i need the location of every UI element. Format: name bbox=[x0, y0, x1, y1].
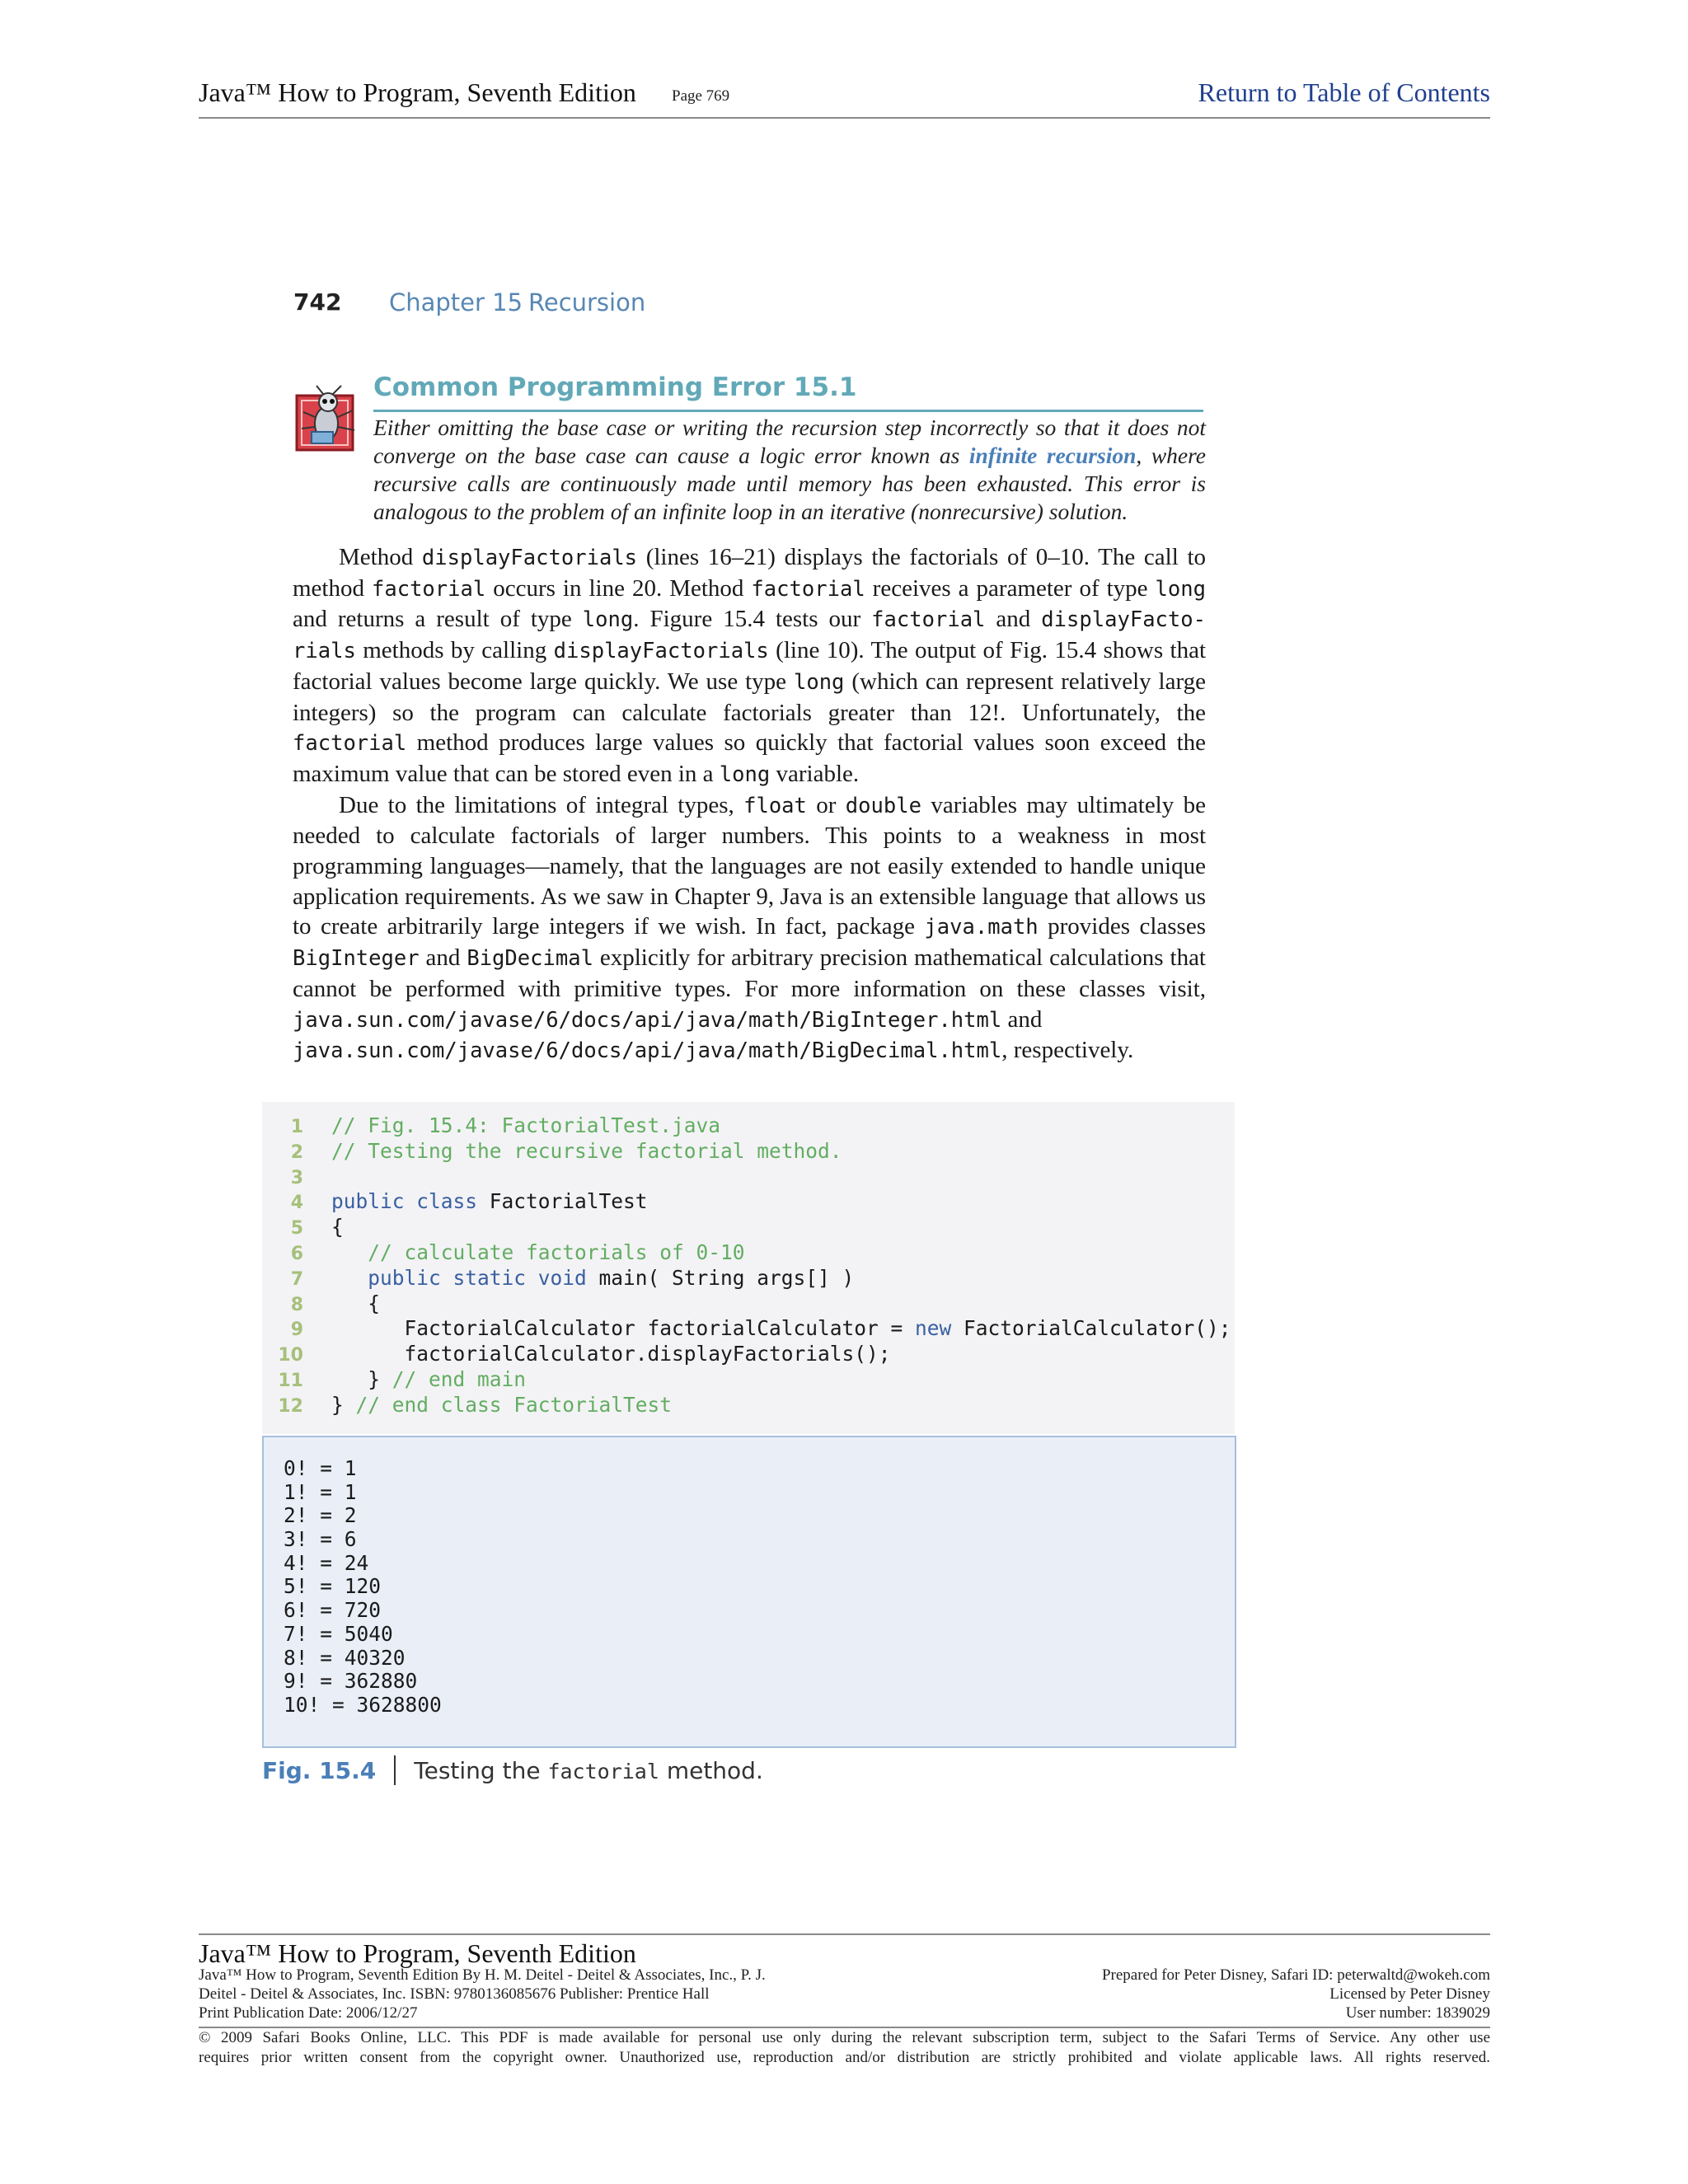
inline-code: float bbox=[743, 793, 807, 818]
code-comment: // calculate factorials of 0-10 bbox=[368, 1240, 745, 1264]
output-line: 9! = 362880 bbox=[284, 1669, 418, 1694]
figure-caption bbox=[262, 1755, 763, 1785]
code-keyword: public class bbox=[331, 1189, 478, 1214]
inline-code: factorial bbox=[871, 607, 986, 633]
error-box-rule bbox=[373, 410, 1203, 412]
error-text-end: , where recursive calls are continuously made until memory has been exhausted. This error is analogous to the problem of an infinite loop in an iterative (nonrecursive) solution. bbox=[373, 443, 1206, 524]
output-line: 4! = 24 bbox=[284, 1550, 369, 1575]
line-number: 11 bbox=[278, 1370, 303, 1391]
output-line: 1! = 1 bbox=[284, 1479, 357, 1504]
code-text: factorialCalculator.displayFactorials(); bbox=[331, 1342, 891, 1366]
footer-user-number: User number: 1839029 bbox=[1345, 2004, 1490, 2022]
footer-licensed-by: Licensed by Peter Disney bbox=[1329, 1985, 1490, 2003]
output-lines bbox=[284, 1457, 442, 1718]
page-label: Page 769 bbox=[672, 87, 730, 105]
inline-code: displayFactorials bbox=[553, 639, 769, 664]
code-line bbox=[262, 1139, 1231, 1165]
code-lines bbox=[262, 1113, 1231, 1418]
code-line bbox=[262, 1316, 1231, 1342]
book-title: Java™ How to Program, Seventh Edition bbox=[199, 77, 636, 107]
text-run: methods by calling bbox=[355, 637, 554, 664]
text-run: (line 10). The output of Fig. 15.4 shows that factorial values become large quickly. We use type bbox=[293, 637, 1206, 695]
output-line: 6! = 720 bbox=[284, 1598, 382, 1623]
error-text-start: Either omitting the base case or writing the recursion step incorrectly so that it does not converge on the base case can cause a logic error known as bbox=[373, 415, 1206, 468]
error-term: infinite recursion bbox=[968, 443, 1137, 468]
code-line bbox=[262, 1291, 1231, 1317]
code-line bbox=[262, 1393, 1231, 1418]
chapter-title: Recursion bbox=[528, 288, 646, 316]
text-run: . Figure 15.4 tests our bbox=[633, 606, 872, 633]
output-line: 0! = 1 bbox=[284, 1456, 357, 1480]
code-line bbox=[262, 1113, 1231, 1139]
line-number: 5 bbox=[290, 1218, 303, 1240]
caption-code: factorial bbox=[547, 1760, 659, 1783]
paragraph bbox=[293, 542, 1206, 790]
text-run: method produces large values so quickly that factorial values soon exceed the maximum value that can be stored even in a bbox=[293, 729, 1206, 787]
inline-code: factorial bbox=[371, 576, 486, 602]
code-comment: // end main bbox=[392, 1366, 527, 1391]
inline-code: java.math bbox=[924, 915, 1039, 940]
line-number: 12 bbox=[278, 1395, 303, 1417]
output-line: 2! = 2 bbox=[284, 1503, 357, 1528]
line-number: 4 bbox=[290, 1193, 303, 1214]
footer-book-info: Java™ How to Program, Seventh Edition By H. M. Deitel - Deitel & Associates, Inc., P. J. bbox=[199, 1966, 766, 1984]
output-line: 3! = 6 bbox=[284, 1527, 357, 1552]
text-run: provides classes bbox=[1038, 913, 1206, 940]
code-keyword: new bbox=[915, 1316, 952, 1341]
code-text: } bbox=[331, 1392, 356, 1417]
code-line bbox=[262, 1266, 1231, 1291]
paragraph bbox=[293, 790, 1206, 1036]
paragraph-continuation bbox=[293, 1035, 1206, 1066]
inline-code: BigDecimal bbox=[467, 946, 593, 972]
inline-code: displayFacto-rials bbox=[293, 607, 1206, 664]
text-run: or bbox=[806, 791, 846, 818]
inline-code: factorial bbox=[293, 731, 407, 757]
figure-label: Fig. 15.4 bbox=[262, 1757, 377, 1784]
text-run: and bbox=[1001, 1005, 1043, 1033]
body-text bbox=[293, 542, 1206, 1066]
code-keyword: public static void bbox=[368, 1265, 587, 1290]
code-text: { bbox=[331, 1215, 344, 1240]
table-of-contents-link[interactable]: Return to Table of Contents bbox=[1198, 77, 1490, 107]
text-run: , respectively. bbox=[1001, 1037, 1134, 1064]
footer-publication-date: Print Publication Date: 2006/12/27 bbox=[199, 2004, 418, 2022]
line-number: 3 bbox=[290, 1167, 303, 1188]
line-number: 8 bbox=[290, 1294, 303, 1315]
inline-code: long bbox=[582, 607, 634, 633]
text-run: Due to the limitations of integral types, bbox=[339, 791, 744, 818]
line-number: 9 bbox=[290, 1319, 303, 1341]
line-number: 2 bbox=[290, 1141, 303, 1163]
output-line: 8! = 40320 bbox=[284, 1645, 406, 1670]
footer-title: Java™ How to Program, Seventh Edition bbox=[199, 1938, 636, 1968]
caption-text: Testing the bbox=[414, 1757, 548, 1784]
line-number: 6 bbox=[290, 1243, 303, 1264]
inline-code: long bbox=[793, 669, 845, 695]
bug-icon bbox=[295, 384, 364, 453]
text-run: and returns a result of type bbox=[293, 606, 583, 633]
code-comment: // Testing the recursive factorial method. bbox=[331, 1138, 842, 1163]
footer-copyright bbox=[199, 2028, 1490, 2068]
inline-code: displayFactorials bbox=[421, 546, 638, 570]
line-number: 7 bbox=[290, 1268, 303, 1290]
copyright-line: © 2009 Safari Books Online, LLC. This PDF is made available for personal use only during the relevant subscription term, subject to the Safari Terms of Service. Any other use bbox=[199, 2029, 1490, 2046]
code-line bbox=[262, 1215, 1231, 1240]
caption-text-end: method. bbox=[659, 1757, 763, 1784]
footer-prepared-for: Prepared for Peter Disney, Safari ID: peterwaltd@wokeh.com bbox=[1101, 1966, 1490, 1984]
error-box-title: Common Programming Error 15.1 bbox=[373, 373, 857, 402]
output-line: 5! = 120 bbox=[284, 1574, 382, 1599]
code-line bbox=[262, 1189, 1231, 1215]
code-comment: // end class FactorialTest bbox=[355, 1392, 673, 1417]
code-text: } bbox=[331, 1366, 392, 1391]
chapter-label: Chapter 15 bbox=[389, 288, 523, 316]
text-run: receives a parameter of type bbox=[865, 574, 1156, 602]
code-text: FactorialTest bbox=[477, 1189, 648, 1214]
text-run: variable. bbox=[770, 760, 860, 787]
caption-separator bbox=[394, 1755, 396, 1785]
code-text bbox=[331, 1240, 368, 1264]
text-run: and bbox=[985, 606, 1042, 633]
text-run: explicitly for arbitrary precision mathematical calculations that cannot be performed with primitive types. For more information on these classes visit, bbox=[293, 944, 1206, 1002]
output-line: 10! = 3628800 bbox=[284, 1692, 442, 1717]
text-run: variables may ultimately be needed to calculate factorials of larger numbers. This points to a weakness in most programming languages—namely, that the languages are not easily extended to handle unique application requirements. As we saw in Chapter 9, Java is an extensible language that allows us to create arbitrarily large integers if we wish. In fact, package bbox=[293, 791, 1206, 940]
line-number: 1 bbox=[290, 1117, 303, 1137]
page-footer bbox=[199, 1933, 1490, 2066]
code-text: { bbox=[331, 1291, 381, 1315]
code-text: main( String args[] ) bbox=[586, 1265, 855, 1290]
page-header bbox=[199, 77, 1490, 119]
inline-code: long bbox=[719, 762, 771, 787]
inline-code: double bbox=[845, 793, 921, 818]
output-line: 7! = 5040 bbox=[284, 1621, 393, 1646]
text-run: occurs in line 20. Method bbox=[485, 574, 752, 602]
code-line bbox=[262, 1367, 1231, 1393]
inline-code: java.sun.com/javase/6/docs/api/java/math/BigDecimal.html bbox=[293, 1038, 1002, 1064]
code-line bbox=[262, 1342, 1231, 1367]
code-comment: // Fig. 15.4: FactorialTest.java bbox=[331, 1113, 721, 1137]
text-run: and bbox=[419, 944, 467, 972]
code-text: FactorialCalculator factorialCalculator = bbox=[331, 1316, 916, 1341]
code-listing bbox=[262, 1102, 1235, 1434]
inline-code: long bbox=[1155, 576, 1206, 602]
code-line bbox=[262, 1240, 1231, 1266]
line-number: 10 bbox=[278, 1345, 303, 1366]
inline-code: factorial bbox=[751, 576, 865, 602]
error-box-text bbox=[373, 414, 1206, 526]
code-text: FactorialCalculator(); bbox=[951, 1316, 1231, 1341]
inline-code: java.sun.com/javase/6/docs/api/java/math/BigInteger.html bbox=[293, 1007, 1002, 1033]
text-run: Method bbox=[339, 544, 422, 570]
code-text bbox=[331, 1266, 368, 1290]
page-number: 742 bbox=[293, 288, 342, 316]
copyright-line: requires prior written consent from the copyright owner. Unauthorized use, reproduction and/or distribution are strictly prohibited and violate applicable laws. All rights reserved. bbox=[199, 2049, 1490, 2066]
program-output bbox=[262, 1436, 1236, 1748]
code-line bbox=[262, 1165, 1231, 1190]
inline-code: BigInteger bbox=[293, 946, 420, 972]
text-run: (which can represent relatively large integers) so the program can calculate factorials greater than 12!. Unfortunately, the bbox=[293, 668, 1206, 726]
footer-isbn-info: Deitel - Deitel & Associates, Inc. ISBN: 9780136085676 Publisher: Prentice Hall bbox=[199, 1985, 710, 2003]
text-run: (lines 16–21) displays the factorials of 0–10. The call to method bbox=[293, 544, 1207, 602]
